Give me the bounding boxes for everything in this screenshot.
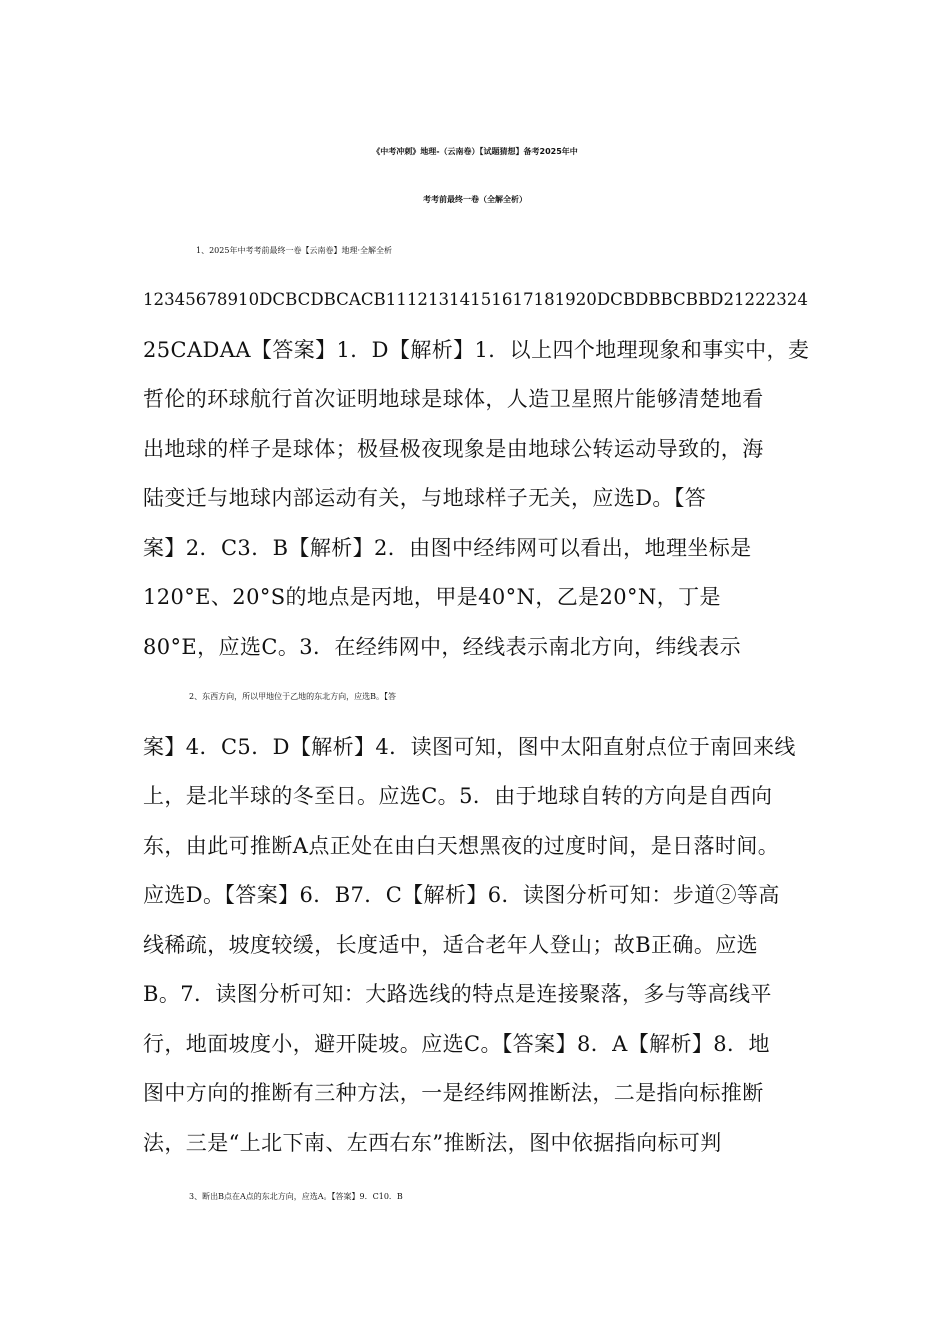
document-title-line-1: 《中考冲刺》地理-（云南卷）【试题猜想】备考2025年中 (372, 147, 578, 156)
paragraph-2-line-8: 行，地面坡度小，避开陡坡。应选C。【答案】8．A【解析】8．地 (143, 1032, 770, 1056)
paragraph-2-line-9: 图中方向的推断有三种方法，一是经纬网推断法，二是指向标推断 (143, 1081, 764, 1105)
paragraph-1-line-1: 1、2025年中考考前最终一卷【云南卷】地理·全解全析 (196, 246, 392, 255)
paragraph-1-line-8: 120°E、20°S的地点是丙地，甲是40°N，乙是20°N，丁是 (143, 585, 721, 609)
paragraph-1-line-6: 陆变迁与地球内部运动有关，与地球样子无关，应选D。【答 (143, 486, 707, 510)
paragraph-2-line-7: B。7．读图分析可知：大路选线的特点是连接聚落，多与等高线平 (143, 982, 772, 1006)
paragraph-1-line-5: 出地球的样子是球体；极昼极夜现象是由地球公转运动导致的，海 (143, 437, 764, 461)
paragraph-3-line-1: 3、断出B点在A点的东北方向，应选A。【答案】9．C10．B (189, 1192, 403, 1201)
paragraph-1-line-9: 80°E，应选C。3．在经纬网中，经线表示南北方向，纬线表示 (143, 635, 741, 659)
paragraph-2-line-4: 东，由此可推断A点正处在由白天想黑夜的过度时间，是日落时间。 (143, 834, 780, 858)
paragraph-1-line-3: 25CADAA【答案】1．D【解析】1．以上四个地理现象和事实中，麦 (143, 338, 810, 362)
paragraph-2-line-6: 线稀疏，坡度较缓，长度适中，适合老年人登山；故B正确。应选 (143, 933, 759, 957)
paragraph-2-line-2: 案】4．C5．D【解析】4．读图可知，图中太阳直射点位于南回来线 (143, 735, 796, 759)
paragraph-2-line-5: 应选D。【答案】6．B7．C【解析】6．读图分析可知：步道②等高 (143, 883, 780, 907)
paragraph-2-line-10: 法，三是“上北下南、左西右东”推断法，图中依据指向标可判 (143, 1131, 722, 1155)
document-title-line-2: 考考前最终一卷（全解全析） (423, 195, 527, 204)
paragraph-2-line-1: 2、东西方向，所以甲地位于乙地的东北方向，应选B。【答 (189, 692, 396, 701)
paragraph-2-line-3: 上，是北半球的冬至日。应选C。5．由于地球自转的方向是自西向 (143, 784, 773, 808)
paragraph-1-line-7: 案】2．C3．B【解析】2．由图中经纬网可以看出，地理坐标是 (143, 536, 752, 560)
paragraph-1-line-2: 12345678910DCBCDBCACB11121314151617181920DCBDBBCBBD21222324 (143, 290, 808, 309)
paragraph-1-line-4: 哲伦的环球航行首次证明地球是球体，人造卫星照片能够清楚地看 (143, 387, 764, 411)
